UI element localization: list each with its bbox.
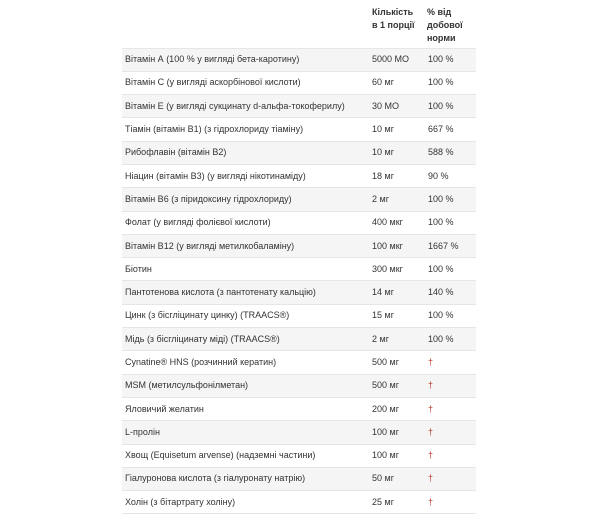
nutrient-amount: 300 мкг	[369, 258, 424, 281]
nutrient-name: Вітамін B6 (з піридоксину гідрохлориду)	[122, 188, 369, 211]
table-row	[122, 421, 476, 444]
nutrient-name: Яловичий желатин	[122, 397, 369, 420]
table-row	[122, 188, 476, 211]
supplement-facts-table-wrapper	[122, 0, 476, 514]
nutrient-name: Цинк (з бісгліцинату цинку) (TRAACS®)	[122, 304, 369, 327]
nutrient-amount: 500 мг	[369, 374, 424, 397]
header-dv-line1: % від	[427, 7, 452, 17]
nutrient-amount: 10 мг	[369, 118, 424, 141]
nutrient-name: Ніацин (вітамін B3) (у вигляді нікотинаміду)	[122, 164, 369, 187]
nutrient-daily-value: †	[424, 467, 476, 490]
table-row	[122, 71, 476, 94]
nutrient-name: Хвощ (Equisetum arvense) (надземні частини)	[122, 444, 369, 467]
nutrient-daily-value: 100 %	[424, 188, 476, 211]
nutrient-name: Cynatine® HNS (розчинний кератин)	[122, 351, 369, 374]
table-row	[122, 328, 476, 351]
nutrient-amount: 14 мг	[369, 281, 424, 304]
supplement-facts-table	[122, 0, 476, 514]
nutrient-amount: 100 мг	[369, 421, 424, 444]
nutrient-name: Вітамін B12 (у вигляді метилкобаламіну)	[122, 234, 369, 257]
header-name	[122, 0, 369, 48]
nutrient-amount: 5000 МО	[369, 48, 424, 71]
header-amount	[369, 0, 424, 48]
table-row	[122, 234, 476, 257]
nutrient-daily-value: †	[424, 491, 476, 514]
nutrient-name: MSM (метилсульфонілметан)	[122, 374, 369, 397]
nutrient-name: Холін (з бітартрату холіну)	[122, 491, 369, 514]
nutrient-name: Фолат (у вигляді фолієвої кислоти)	[122, 211, 369, 234]
header-row	[122, 0, 476, 48]
nutrient-daily-value: 90 %	[424, 164, 476, 187]
nutrient-amount: 500 мг	[369, 351, 424, 374]
table-row	[122, 467, 476, 490]
nutrient-daily-value: 100 %	[424, 71, 476, 94]
nutrient-name: Вітамін Е (у вигляді сукцинату d-альфа-токоферилу)	[122, 95, 369, 118]
nutrient-amount: 15 мг	[369, 304, 424, 327]
nutrient-name: Тіамін (вітамін B1) (з гідрохлориду тіаміну)	[122, 118, 369, 141]
nutrient-amount: 60 мг	[369, 71, 424, 94]
table-row	[122, 444, 476, 467]
table-row	[122, 374, 476, 397]
nutrient-amount: 2 мг	[369, 328, 424, 351]
nutrient-name: L-пролін	[122, 421, 369, 444]
nutrient-amount: 200 мг	[369, 397, 424, 420]
table-header	[122, 0, 476, 48]
header-dv-line3: норми	[427, 33, 456, 43]
table-row	[122, 164, 476, 187]
nutrient-name: Рибофлавін (вітамін B2)	[122, 141, 369, 164]
nutrient-name: Біотин	[122, 258, 369, 281]
nutrient-daily-value: 667 %	[424, 118, 476, 141]
table-row	[122, 141, 476, 164]
table-row	[122, 351, 476, 374]
table-row	[122, 491, 476, 514]
nutrient-amount: 30 МО	[369, 95, 424, 118]
table-row	[122, 304, 476, 327]
nutrient-name: Мідь (з бісгліцинату міді) (TRAACS®)	[122, 328, 369, 351]
nutrient-daily-value: †	[424, 397, 476, 420]
nutrient-name: Вітамін С (у вигляді аскорбінової кислоти)	[122, 71, 369, 94]
nutrient-daily-value: †	[424, 421, 476, 444]
nutrient-name: Гіалуронова кислота (з гіалуронату натрію)	[122, 467, 369, 490]
table-row	[122, 95, 476, 118]
header-dv-line2: добової	[427, 20, 463, 30]
table-row	[122, 118, 476, 141]
table-row	[122, 397, 476, 420]
nutrient-amount: 10 мг	[369, 141, 424, 164]
nutrient-daily-value: †	[424, 351, 476, 374]
nutrient-name: Пантотенова кислота (з пантотенату кальцію)	[122, 281, 369, 304]
table-row	[122, 211, 476, 234]
table-row	[122, 48, 476, 71]
header-daily-value	[424, 0, 476, 48]
header-amount-line2: в 1 порції	[372, 20, 415, 30]
nutrient-amount: 100 мкг	[369, 234, 424, 257]
nutrient-daily-value: 100 %	[424, 48, 476, 71]
nutrient-daily-value: †	[424, 374, 476, 397]
nutrient-daily-value: 100 %	[424, 328, 476, 351]
nutrient-daily-value: †	[424, 444, 476, 467]
nutrient-daily-value: 100 %	[424, 211, 476, 234]
table-row	[122, 258, 476, 281]
nutrient-daily-value: 588 %	[424, 141, 476, 164]
nutrient-daily-value: 100 %	[424, 95, 476, 118]
nutrient-daily-value: 140 %	[424, 281, 476, 304]
nutrient-amount: 25 мг	[369, 491, 424, 514]
nutrient-amount: 400 мкг	[369, 211, 424, 234]
nutrient-amount: 50 мг	[369, 467, 424, 490]
nutrient-daily-value: 1667 %	[424, 234, 476, 257]
nutrient-amount: 2 мг	[369, 188, 424, 211]
nutrient-amount: 18 мг	[369, 164, 424, 187]
nutrient-amount: 100 мг	[369, 444, 424, 467]
table-row	[122, 281, 476, 304]
header-amount-line1: Кількість	[372, 7, 414, 17]
nutrient-daily-value: 100 %	[424, 304, 476, 327]
nutrient-daily-value: 100 %	[424, 258, 476, 281]
table-body	[122, 48, 476, 514]
nutrient-name: Вітамін А (100 % у вигляді бета-каротину)	[122, 48, 369, 71]
